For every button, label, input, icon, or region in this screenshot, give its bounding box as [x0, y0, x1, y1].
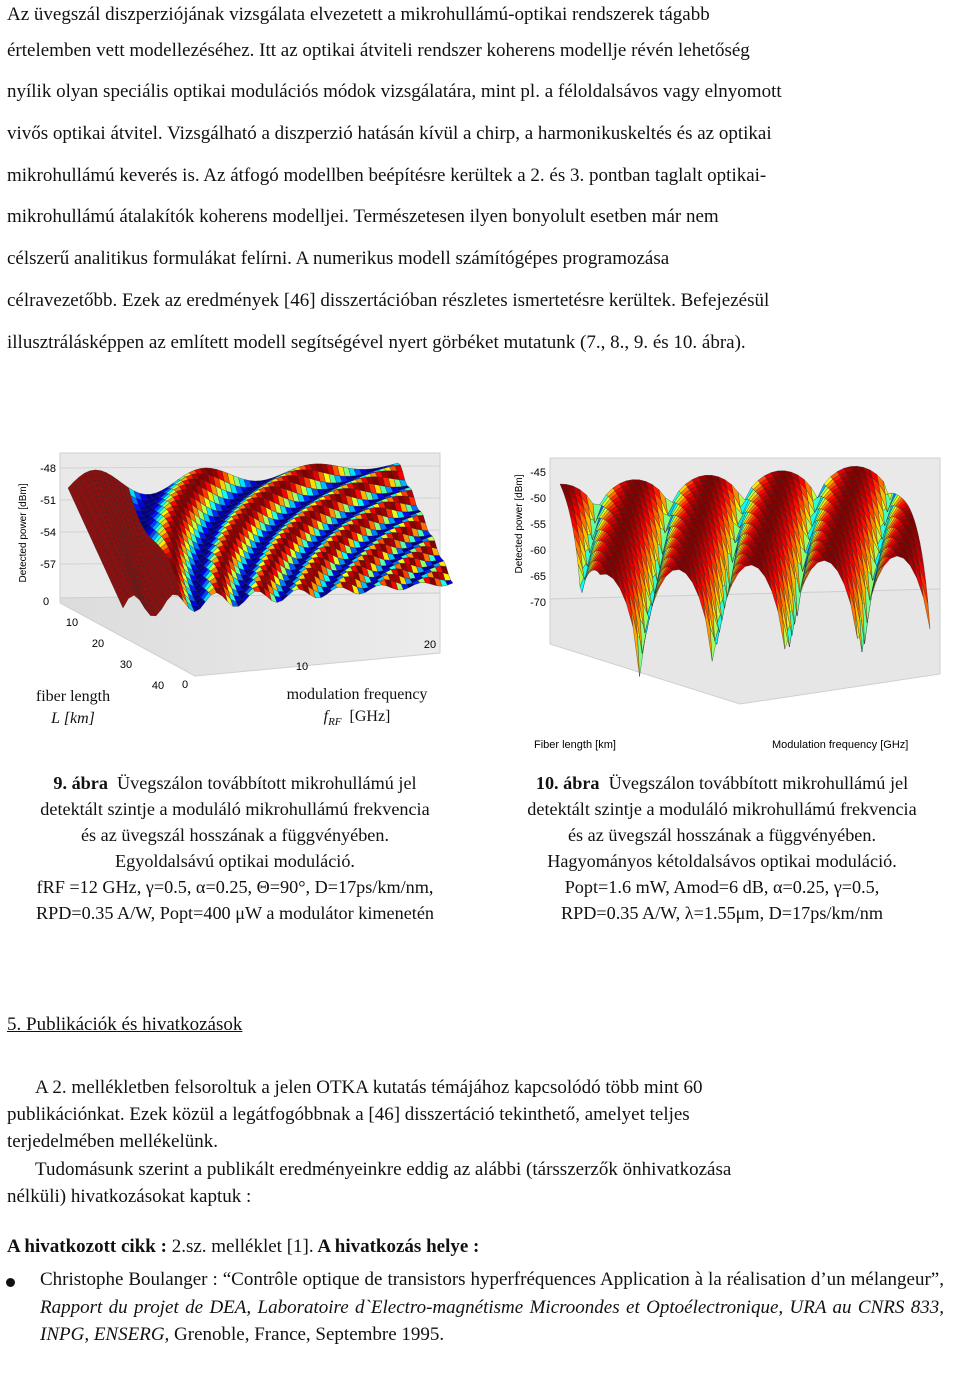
- caption-line: [0, 770, 470, 796]
- z-axis-label: Detected power [dBm]: [514, 474, 525, 574]
- z-tick-label: -45: [530, 467, 546, 479]
- fiber-length-label: [18, 686, 128, 730]
- z-tick-label: -65: [530, 571, 546, 583]
- freq-subscript: RF: [328, 716, 342, 729]
- figure-10-caption: [488, 770, 956, 926]
- figure-10-plot: [500, 454, 950, 754]
- intro-line: Az üvegszál diszperziójának vizsgálata elvezetett a mikrohullámú-optikai rendszerek tágabb: [7, 4, 710, 25]
- section-title: 5. Publikációk és hivatkozások: [7, 1014, 243, 1035]
- ref-head-bold: A hivatkozott cikk :: [7, 1236, 167, 1257]
- z-tick-label: -51: [40, 495, 56, 507]
- x-axis-label: Fiber length [km]: [534, 739, 616, 751]
- ref-head-plain: 2.sz. melléklet [1].: [166, 1236, 314, 1257]
- intro-line: mikrohullámú keverés is. Az átfogó modellben beépítésre kerültek a 2. és 3. pontban taglalt optikai-: [7, 165, 767, 186]
- caption-number: 10. ábra: [535, 773, 600, 793]
- intro-line: értelemben vett modellezéséhez. Itt az optikai átviteli rendszer koherens modellje révén lehetőség: [7, 40, 750, 61]
- freq-tick-label: 20: [423, 639, 437, 651]
- z-tick-label: -50: [530, 493, 546, 505]
- intro-line: vivős optikai átvitel. Vizsgálható a diszperzió hatásán kívül a chirp, a harmonikuskeltés és az optikai: [7, 123, 772, 144]
- fiber-label-line1: fiber length: [35, 688, 111, 705]
- z-tick-label: -48: [40, 463, 56, 475]
- fiber-tick-label: 10: [65, 617, 79, 629]
- freq-unit: [GHz]: [349, 708, 391, 725]
- y-axis-label: Modulation frequency [GHz]: [772, 739, 909, 751]
- freq-label-line2: [262, 706, 452, 733]
- floor-plane: [550, 589, 940, 704]
- figure-9-caption: [0, 770, 470, 926]
- caption-text: Üvegszálon továbbított mikrohullámú jel: [608, 773, 909, 793]
- caption-line: detektált szintje a moduláló mikrohullámú frekvencia: [40, 799, 430, 819]
- reference-item: [40, 1266, 944, 1349]
- caption-line: Egyoldalsávú optikai moduláció.: [115, 851, 355, 871]
- figure-10-svg: [500, 454, 950, 754]
- caption-text: Üvegszálon továbbított mikrohullámú jel: [117, 773, 417, 793]
- ref-plain: Grenoble, France, Septembre 1995.: [169, 1324, 445, 1345]
- freq-tick-label: 0: [181, 679, 189, 691]
- fiber-label-line2: L [km]: [51, 710, 95, 727]
- z-tick-label: -70: [530, 597, 546, 609]
- freq-label-line1: modulation frequency: [286, 686, 428, 703]
- z-tick-label: -60: [530, 545, 546, 557]
- intro-line: illusztrálásképpen az említett modell segítségével nyert görbéket mutatunk (7., 8., 9. és 10. ábra).: [7, 332, 746, 353]
- z-tick-label: -57: [40, 559, 56, 571]
- z-axis-label: Detected power [dBm]: [18, 483, 29, 583]
- paragraph-2-line1: Tudomásunk szerint a publikált eredményeinkre eddig az alábbi (társszerzők önhivatkozása: [35, 1159, 732, 1180]
- freq-symbol: f: [323, 708, 329, 725]
- caption-line: RPD=0.35 A/W, Popt=400 μW a modulátor kimenetén: [35, 903, 435, 923]
- ref-plain: Christophe Boulanger : “Contrôle optique de transistors hyperfréquences Application à la réalisation d’un mélangeur”,: [40, 1269, 944, 1290]
- z-axis: [530, 467, 546, 609]
- caption-line: RPD=0.35 A/W, λ=1.55μm, D=17ps/km/nm: [560, 903, 884, 923]
- caption-line: és az üvegszál hosszának a függvényében.: [80, 825, 390, 845]
- intro-line: nyílik olyan speciális optikai modulációs módok vizsgálatára, mint pl. a féloldalsávos vagy elnyomott: [7, 81, 782, 102]
- z-tick-label: -55: [530, 519, 546, 531]
- caption-line: [488, 770, 956, 796]
- paragraph-2-line2: nélküli) hivatkozásokat kaptuk :: [7, 1186, 252, 1207]
- ref-head-bold: A hivatkozás helye :: [313, 1236, 480, 1257]
- caption-line: Hagyományos kétoldalsávos optikai moduláció.: [547, 851, 897, 871]
- fiber-tick-label: 30: [119, 659, 133, 671]
- intro-line: célravezetőbb. Ezek az eredmények [46] disszertációban részletes ismertetésre kerültek. Befejezésül: [7, 290, 770, 311]
- z-axis: [40, 463, 56, 571]
- freq-tick-label: 10: [295, 661, 309, 673]
- caption-line: detektált szintje a moduláló mikrohullámú frekvencia: [527, 799, 917, 819]
- paragraph-1-line3: terjedelmében mellékelünk.: [7, 1131, 219, 1152]
- caption-line: fRF =12 GHz, γ=0.5, α=0.25, Θ=90°, D=17ps/km/nm,: [36, 877, 434, 897]
- paragraph-1-line1: A 2. mellékletben felsoroltuk a jelen OTKA kutatás témájához kapcsolódó több mint 60: [35, 1077, 703, 1098]
- z-tick-label: -54: [40, 527, 56, 539]
- intro-line: célszerű analitikus formulákat felírni. A numerikus modell számítógépes programozása: [7, 248, 670, 269]
- ref-italic: Rapport du projet de DEA, Laboratoire d`Electro-magnétisme Microondes et Optoélectronique, URA au CNRS 833, INPG, ENSERG,: [40, 1296, 944, 1345]
- reference-heading: [7, 1236, 479, 1258]
- caption-line: és az üvegszál hosszának a függvényében.: [567, 825, 877, 845]
- modulation-frequency-label: [262, 684, 452, 733]
- bullet-icon: [6, 1278, 15, 1287]
- fiber-tick-label: 40: [151, 680, 165, 692]
- caption-number: 9. ábra: [53, 773, 108, 793]
- fiber-tick-label: 0: [42, 596, 50, 608]
- intro-line: mikrohullámú átalakítók koherens modelljei. Természetesen ilyen bonyolult esetben már nem: [7, 206, 719, 227]
- paragraph-1-line2: publikációnkat. Ezek közül a legátfogóbbnak a [46] disszertáció tekinthető, amelyet teljes: [7, 1104, 690, 1125]
- floor-plane: [60, 593, 440, 676]
- fiber-tick-label: 20: [91, 638, 105, 650]
- caption-line: Popt=1.6 mW, Amod=6 dB, α=0.25, γ=0.5,: [564, 877, 880, 897]
